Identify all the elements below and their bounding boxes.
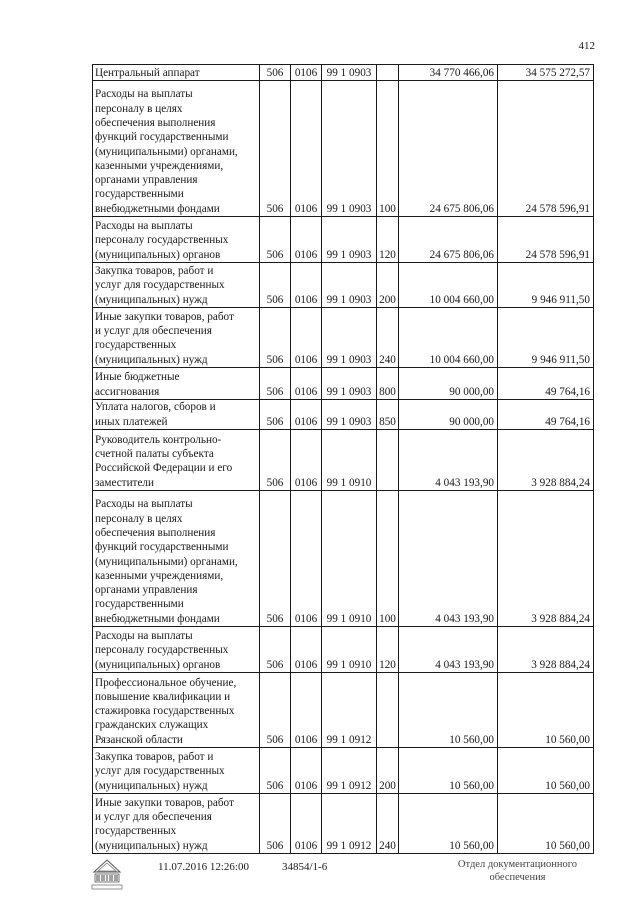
section-code: 0106: [291, 368, 322, 400]
amount-2: 34 575 272,57: [498, 65, 594, 81]
amount-1: 10 004 660,00: [399, 263, 498, 308]
section-code: 0106: [291, 748, 322, 794]
target-item-code: 99 1 0910: [322, 430, 377, 491]
row-name: Уплата налогов, сборов и иных платежей: [93, 400, 260, 430]
amount-1: 10 560,00: [399, 673, 498, 748]
expense-type-code: 800: [377, 368, 399, 400]
row-name: Руководитель контрольно- счетной палаты субъекта Российской Федерации и его заместители: [93, 430, 260, 491]
target-item-code: 99 1 0903: [322, 308, 377, 368]
expense-type-code: 240: [377, 794, 399, 854]
target-item-code: 99 1 0910: [322, 491, 377, 627]
amount-1: 4 043 193,90: [399, 430, 498, 491]
ministry-code: 506: [260, 65, 291, 81]
budget-table: [92, 64, 594, 854]
target-item-code: 99 1 0912: [322, 673, 377, 748]
amount-2: 10 560,00: [498, 673, 594, 748]
ministry-code: 506: [260, 430, 291, 491]
ministry-code: 506: [260, 794, 291, 854]
target-item-code: 99 1 0903: [322, 400, 377, 430]
expense-type-code: 120: [377, 627, 399, 673]
table-row: [93, 794, 594, 854]
row-name: Центральный аппарат: [93, 65, 260, 81]
table-row: [93, 430, 594, 491]
amount-1: 4 043 193,90: [399, 491, 498, 627]
expense-type-code: [377, 65, 399, 81]
ministry-code: 506: [260, 491, 291, 627]
ministry-code: 506: [260, 673, 291, 748]
amount-2: 24 578 596,91: [498, 217, 594, 263]
amount-1: 90 000,00: [399, 400, 498, 430]
amount-1: 24 675 806,06: [399, 81, 498, 217]
expense-type-code: [377, 673, 399, 748]
target-item-code: 99 1 0903: [322, 368, 377, 400]
expense-type-code: 240: [377, 308, 399, 368]
amount-1: 4 043 193,90: [399, 627, 498, 673]
table-row: [93, 308, 594, 368]
table-row: [93, 217, 594, 263]
section-code: 0106: [291, 794, 322, 854]
row-name: Закупка товаров, работ и услуг для государственных (муниципальных) нужд: [93, 748, 260, 794]
target-item-code: 99 1 0903: [322, 217, 377, 263]
section-code: 0106: [291, 430, 322, 491]
amount-2: 3 928 884,24: [498, 491, 594, 627]
ministry-code: 506: [260, 217, 291, 263]
ministry-code: 506: [260, 263, 291, 308]
amount-2: 24 578 596,91: [498, 81, 594, 217]
page-number: 412: [578, 40, 595, 52]
footer-document-number: 34854/1-6: [282, 861, 328, 873]
table-row: [93, 81, 594, 217]
row-name: Расходы на выплаты персоналу государственных (муниципальных) органов: [93, 627, 260, 673]
footer-department: Отдел документационного обеспечения: [457, 859, 578, 883]
ministry-code: 506: [260, 400, 291, 430]
amount-1: 10 560,00: [399, 794, 498, 854]
row-name: Иные бюджетные ассигнования: [93, 368, 260, 400]
table-row: [93, 748, 594, 794]
section-code: 0106: [291, 308, 322, 368]
table-row: [93, 673, 594, 748]
row-name: Расходы на выплаты персоналу в целях обеспечения выполнения функций государственными (муниципальными) органами, казенными учреждениями, органами управления государственными внебюджетными фондами: [93, 81, 260, 217]
target-item-code: 99 1 0903: [322, 263, 377, 308]
expense-type-code: 200: [377, 263, 399, 308]
section-code: 0106: [291, 400, 322, 430]
target-item-code: 99 1 0910: [322, 627, 377, 673]
amount-2: 10 560,00: [498, 794, 594, 854]
row-name: Расходы на выплаты персоналу в целях обеспечения выполнения функций государственными (муниципальными) органами, казенными учреждениями, органами управления государственными внебюджетными фондами: [93, 491, 260, 627]
section-code: 0106: [291, 491, 322, 627]
table-row: [93, 368, 594, 400]
amount-2: 49 764,16: [498, 400, 594, 430]
ministry-code: 506: [260, 748, 291, 794]
row-name: Закупка товаров, работ и услуг для государственных (муниципальных) нужд: [93, 263, 260, 308]
footer-datetime: 11.07.2016 12:26:00: [158, 861, 249, 873]
expense-type-code: 120: [377, 217, 399, 263]
target-item-code: 99 1 0903: [322, 65, 377, 81]
row-name: Расходы на выплаты персоналу государственных (муниципальных) органов: [93, 217, 260, 263]
amount-2: 9 946 911,50: [498, 263, 594, 308]
table-row: [93, 400, 594, 430]
amount-2: 49 764,16: [498, 368, 594, 400]
amount-1: 24 675 806,06: [399, 217, 498, 263]
amount-1: 34 770 466,06: [399, 65, 498, 81]
target-item-code: 99 1 0903: [322, 81, 377, 217]
ministry-code: 506: [260, 627, 291, 673]
target-item-code: 99 1 0912: [322, 748, 377, 794]
ministry-code: 506: [260, 368, 291, 400]
amount-2: 10 560,00: [498, 748, 594, 794]
table-row: [93, 65, 594, 81]
amount-1: 10 004 660,00: [399, 308, 498, 368]
amount-2: 3 928 884,24: [498, 430, 594, 491]
section-code: 0106: [291, 627, 322, 673]
amount-2: 3 928 884,24: [498, 627, 594, 673]
section-code: 0106: [291, 263, 322, 308]
expense-type-code: 100: [377, 491, 399, 627]
barcode-stamp-icon: [86, 858, 128, 892]
expense-type-code: [377, 430, 399, 491]
target-item-code: 99 1 0912: [322, 794, 377, 854]
section-code: 0106: [291, 65, 322, 81]
row-name: Профессиональное обучение, повышение квалификации и стажировка государственных гражданских служащих Рязанской области: [93, 673, 260, 748]
amount-1: 10 560,00: [399, 748, 498, 794]
row-name: Иные закупки товаров, работ и услуг для обеспечения государственных (муниципальных) нужд: [93, 794, 260, 854]
ministry-code: 506: [260, 81, 291, 217]
expense-type-code: 100: [377, 81, 399, 217]
ministry-code: 506: [260, 308, 291, 368]
expense-type-code: 850: [377, 400, 399, 430]
section-code: 0106: [291, 673, 322, 748]
expense-type-code: 200: [377, 748, 399, 794]
table-row: [93, 627, 594, 673]
page-footer: [0, 858, 640, 898]
amount-1: 90 000,00: [399, 368, 498, 400]
section-code: 0106: [291, 217, 322, 263]
row-name: Иные закупки товаров, работ и услуг для обеспечения государственных (муниципальных) нужд: [93, 308, 260, 368]
table-row: [93, 263, 594, 308]
amount-2: 9 946 911,50: [498, 308, 594, 368]
table-row: [93, 491, 594, 627]
section-code: 0106: [291, 81, 322, 217]
